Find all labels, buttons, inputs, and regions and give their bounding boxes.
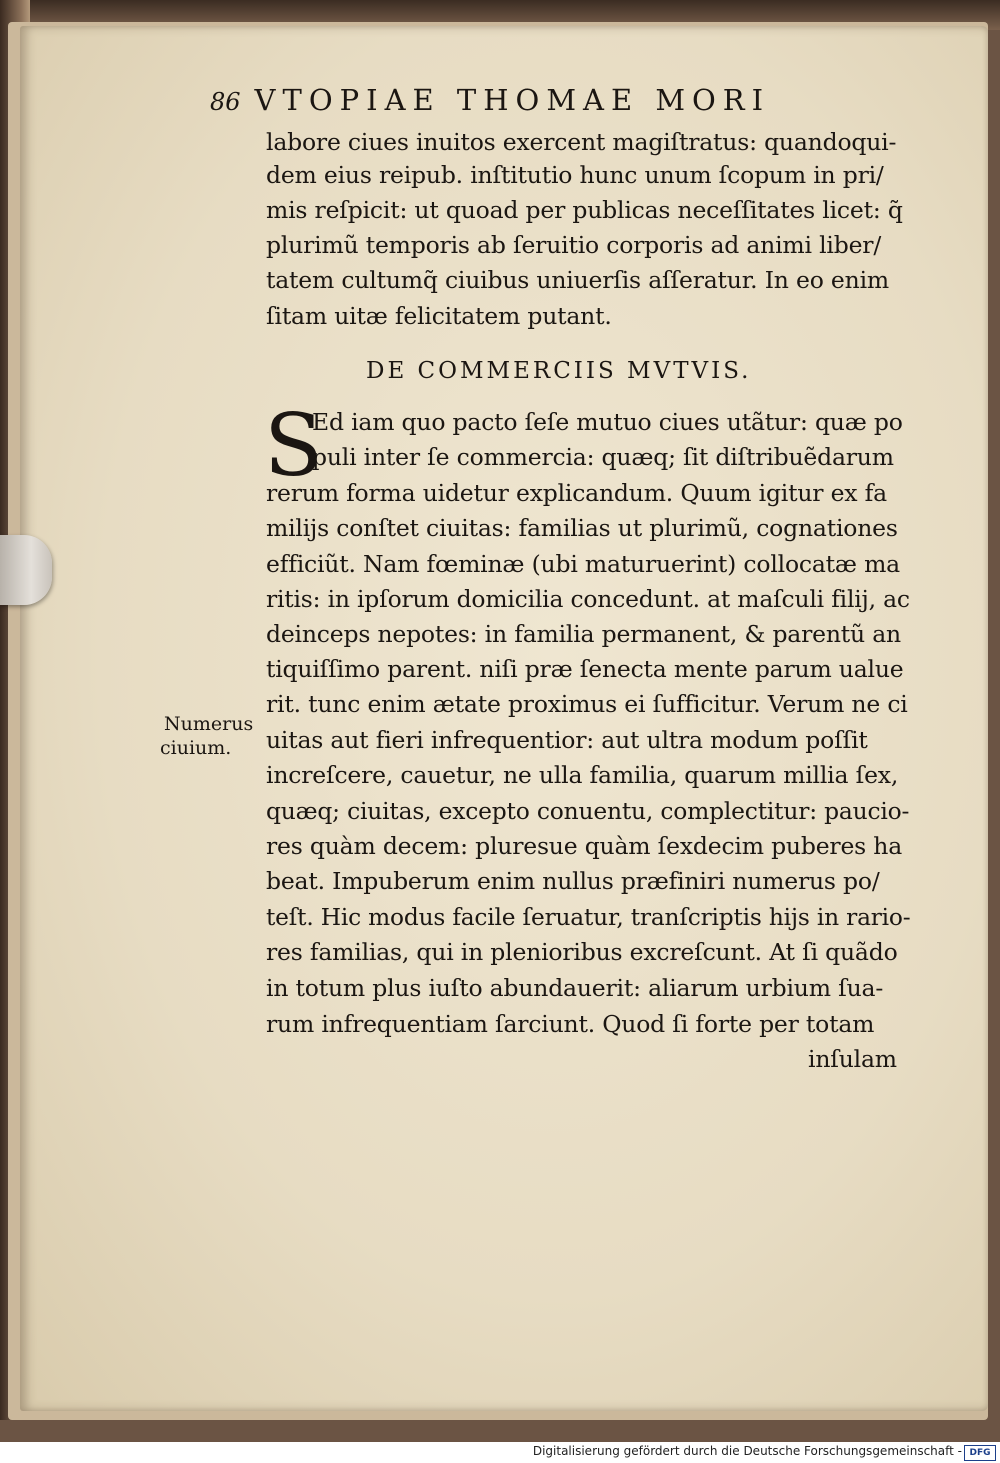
text-line: beat. Impuberum enim nullus præfiniri numerus po/ (266, 867, 880, 895)
funding-notice: Digitalisierung gefördert durch die Deutsche Forschungsgemeinschaft - (532, 1444, 962, 1458)
text-line: ſitam uitæ felicitatem putant. (266, 302, 612, 330)
text-line: tiquiſſimo parent. niſi præ ſenecta mente parum ualue (266, 655, 904, 683)
text-line: puli inter ſe commercia: quæq; ſit diſtribuẽdarum (312, 443, 894, 471)
running-title: VTOPIAE THOMAE MORI (254, 83, 771, 117)
page-number: 86 (210, 88, 241, 116)
text-line: plurimũ temporis ab ſeruitio corporis ad animi liber/ (266, 231, 882, 259)
text-line: milijs conſtet ciuitas: familias ut plurimũ, cognationes (266, 514, 898, 542)
text-line: uitas aut fieri infrequentior: aut ultra modum poſſit (266, 726, 868, 754)
catchword: inſulam (808, 1045, 897, 1073)
text-line: labore ciues inuitos exercent magiſtratus: quandoqui- (266, 128, 897, 156)
text-line: increſcere, cauetur, ne ulla familia, quarum millia ſex, (266, 761, 899, 789)
text-line: quæq; ciuitas, excepto conuentu, complectitur: paucio- (266, 797, 910, 825)
text-line: ritis: in ipſorum domicilia concedunt. at maſculi filij, ac (266, 585, 910, 613)
text-line: in totum plus iuſto abundauerit: aliarum urbium ſua- (266, 974, 884, 1002)
drop-cap: S (264, 396, 323, 496)
text-line: res familias, qui in plenioribus excreſcunt. At ſi quãdo (266, 938, 898, 966)
running-head (210, 83, 770, 117)
dfg-logo-icon: DFG (964, 1445, 996, 1461)
marginal-note-line: ciuium. (160, 737, 232, 759)
text-line: res quàm decem: pluresue quàm ſexdecim puberes ha (266, 832, 903, 860)
marginal-note-line: Numerus (164, 713, 254, 735)
text-line: Ed iam quo pacto ſeſe mutuo ciues utãtur: quæ po (312, 408, 903, 436)
text-line: deinceps nepotes: in familia permanent, & parentũ an (266, 620, 901, 648)
section-heading: DE COMMERCIIS MVTVIS. (366, 358, 752, 384)
bookmark-clip (0, 535, 52, 605)
text-line: rerum forma uidetur explicandum. Quum igitur ex fa (266, 479, 887, 507)
footer-bar (0, 1442, 1000, 1463)
text-line: efficiũt. Nam fœminæ (ubi maturuerint) collocatæ ma (266, 550, 900, 578)
text-line: mis reſpicit: ut quoad per publicas neceſſitates licet: q̃ (266, 196, 903, 224)
text-line: tatem cultumq̃ ciuibus uniuerſis aſſeratur. In eo enim (266, 266, 889, 294)
text-line: dem eius reipub. inſtitutio hunc unum ſcopum in pri/ (266, 161, 884, 189)
text-line: teſt. Hic modus facile ſeruatur, tranſcriptis hijs in rario- (266, 903, 911, 931)
text-line: rit. tunc enim ætate proximus ei ſufficitur. Verum ne ci (266, 690, 908, 718)
text-line: rum infrequentiam ſarciunt. Quod ſi forte per totam (266, 1010, 875, 1038)
